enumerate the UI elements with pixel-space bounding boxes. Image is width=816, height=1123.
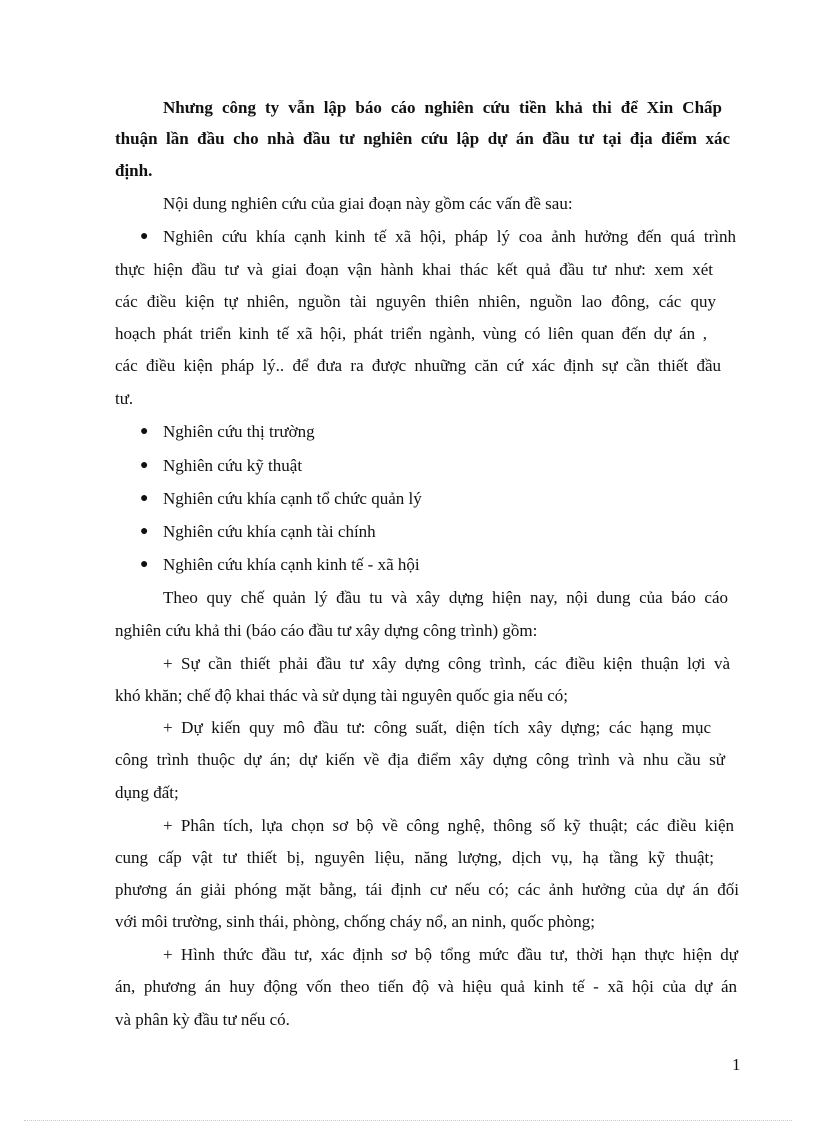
regulation-line-2: nghiên cứu khả thi (báo cáo đầu tư xây dựng công trình) gồm: bbox=[115, 621, 538, 640]
necessity-line-2: khó khăn; chế độ khai thác và sử dụng tài nguyên quốc gia nếu có; bbox=[115, 686, 568, 705]
bullet-line-2: thực hiện đầu tư và giai đoạn vận hành khai thác kết quả đầu tư như: xem xét bbox=[115, 260, 713, 279]
form-line-1: + Hình thức đầu tư, xác định sơ bộ tổng mức đầu tư, thời hạn thực hiện dự bbox=[163, 945, 738, 964]
bullet-marker: ● bbox=[140, 491, 149, 506]
intro-line-1: Nhưng công ty vẫn lập báo cáo nghiên cứu tiền khả thi để Xin Chấp bbox=[163, 98, 722, 117]
bullet-line-1: Nghiên cứu khía cạnh kinh tế xã hội, pháp lý coa ảnh hưởng đến quá trình bbox=[163, 227, 736, 246]
bullet-item-technical: Nghiên cứu kỹ thuật bbox=[163, 456, 303, 475]
scale-line-3: dụng đất; bbox=[115, 783, 179, 802]
bullet-marker: ● bbox=[140, 524, 149, 539]
analysis-line-2: cung cấp vật tư thiết bị, nguyên liệu, năng lượng, dịch vụ, hạ tầng kỹ thuật; bbox=[115, 848, 714, 867]
bullet-marker: ● bbox=[140, 458, 149, 473]
bullet-line-5: các điều kiện pháp lý.. để đưa ra được nhuững căn cứ xác định sự cần thiết đầu bbox=[115, 356, 721, 375]
form-line-2: án, phương án huy động vốn theo tiến độ và hiệu quả kinh tế - xã hội của dự án bbox=[115, 977, 737, 996]
analysis-line-3: phương án giải phóng mặt bằng, tái định cư nếu có; các ảnh hưởng của dự án đối bbox=[115, 880, 739, 899]
bullet-item-socioeconomic-short: Nghiên cứu khía cạnh kinh tế - xã hội bbox=[163, 555, 420, 574]
page-number: 1 bbox=[732, 1055, 741, 1074]
scale-line-1: + Dự kiến quy mô đầu tư: công suất, diện tích xây dựng; các hạng mục bbox=[163, 718, 711, 737]
bullet-marker: ● bbox=[140, 424, 149, 439]
bullet-marker: ● bbox=[140, 229, 149, 244]
page-bottom-divider bbox=[24, 1120, 792, 1121]
bullet-item-organization: Nghiên cứu khía cạnh tổ chức quản lý bbox=[163, 489, 422, 508]
content-intro: Nội dung nghiên cứu của giai đoạn này gồm các vấn đề sau: bbox=[163, 194, 573, 213]
bullet-line-3: các điều kiện tự nhiên, nguồn tài nguyên thiên nhiên, nguồn lao đông, các quy bbox=[115, 292, 716, 311]
bullet-line-4: hoạch phát triển kinh tế xã hội, phát triển ngành, vùng có liên quan đến dự án , bbox=[115, 324, 707, 343]
form-line-3: và phân kỳ đầu tư nếu có. bbox=[115, 1010, 290, 1029]
bullet-marker: ● bbox=[140, 557, 149, 572]
intro-line-2: thuận lần đầu cho nhà đầu tư nghiên cứu lập dự án đầu tư tại địa điểm xác bbox=[115, 129, 730, 148]
bullet-line-6: tư. bbox=[115, 389, 134, 408]
bullet-item-finance: Nghiên cứu khía cạnh tài chính bbox=[163, 522, 376, 541]
intro-line-3: định. bbox=[115, 161, 153, 180]
necessity-line-1: + Sự cần thiết phải đầu tư xây dựng công trình, các điều kiện thuận lợi và bbox=[163, 654, 730, 673]
regulation-line-1: Theo quy chế quản lý đầu tu và xây dựng hiện nay, nội dung của báo cáo bbox=[163, 588, 728, 607]
analysis-line-1: + Phân tích, lựa chọn sơ bộ về công nghệ, thông số kỹ thuật; các điều kiện bbox=[163, 816, 734, 835]
bullet-item-market: Nghiên cứu thị trường bbox=[163, 422, 315, 441]
scale-line-2: công trình thuộc dự án; dự kiến về địa điểm xây dựng công trình và nhu cầu sử bbox=[115, 750, 725, 769]
analysis-line-4: với môi trường, sinh thái, phòng, chống cháy nổ, an ninh, quốc phòng; bbox=[115, 912, 596, 931]
